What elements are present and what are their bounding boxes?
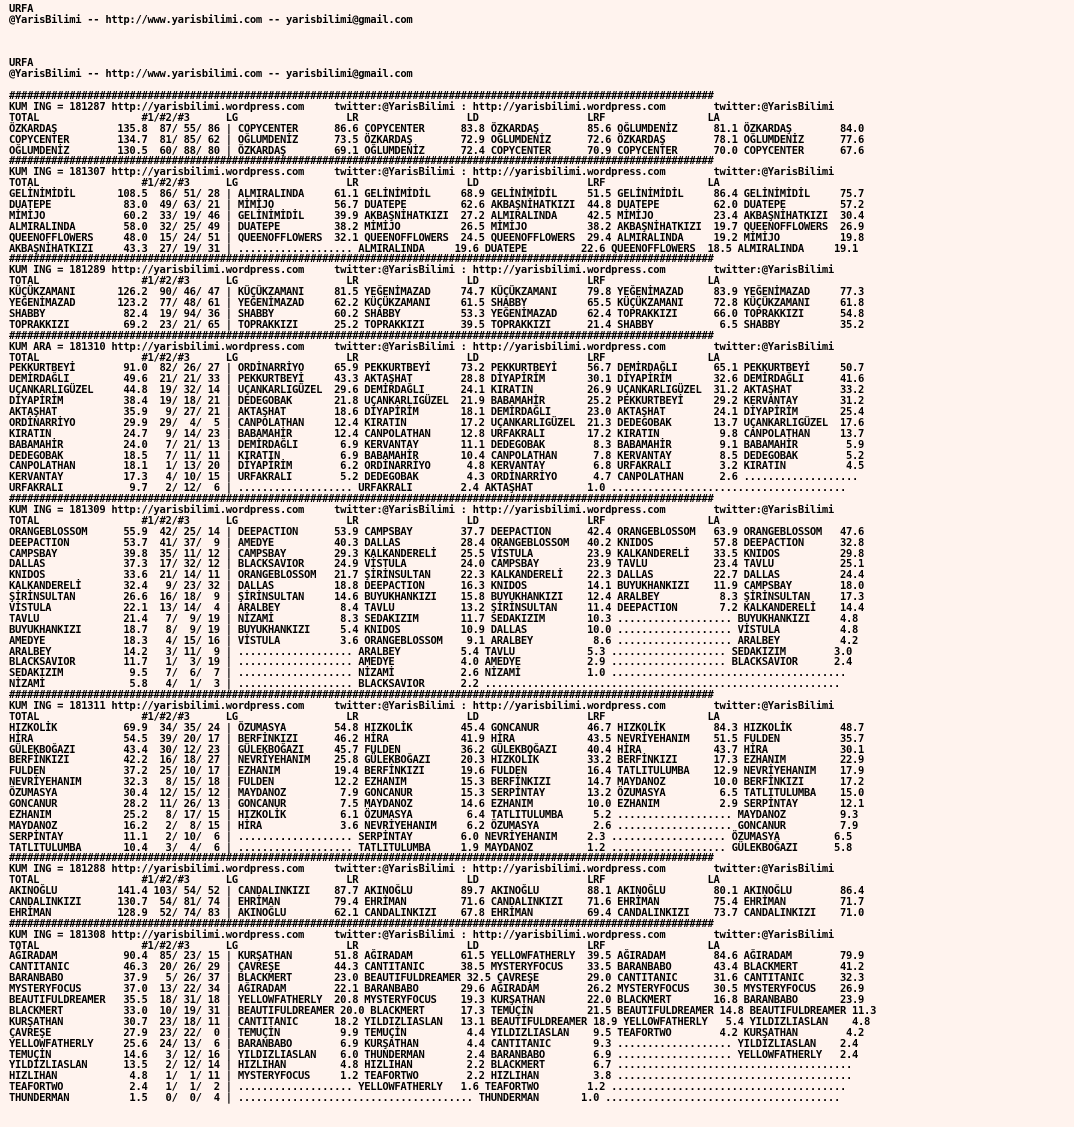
horse-row: KÜÇÜKZAMANI 126.2 90/ 46/ 47 | KÜÇÜKZAMANI 81.5 YEĞENİMAZAD 74.7 KÜÇÜKZAMANI 79.8 YEĞENİMAZAD 83.9 YEĞENİMAZAD 77.3 xyxy=(9,286,865,299)
horse-row: TEAFORTWO 2.4 1/ 1/ 2 | ................... YELLOWFATHERLY 1.6 TEAFORTWO 1.2 ....................................... xyxy=(9,1081,846,1094)
horse-row: AKBAŞNİHATKIZI 43.3 27/ 19/ 31 | ................... ALMIRALINDA 19.6 DUATEPE 22.6 QUEENOFFLOWERS 18.5 ALMIRALINDA 19.1 xyxy=(9,242,859,255)
horse-row: QUEENOFFLOWERS 48.0 15/ 24/ 51 | QUEENOFFLOWERS 32.1 QUEENOFFLOWERS 24.5 QUEENOFFLOWERS 29.4 ALMIRALINDA 19.2 MİMİJO 19.8 xyxy=(9,231,865,244)
horse-row: YEĞENİMAZAD 123.2 77/ 48/ 61 | YEĞENİMAZAD 62.2 KÜÇÜKZAMANI 61.5 SHABBY 65.5 KÜÇÜKZAMANI 72.8 KÜÇÜKZAMANI 61.8 xyxy=(9,297,865,310)
horse-row: BLACKSAVIOR 11.7 1/ 3/ 19 | ................... AMEDYE 4.0 AMEDYE 2.9 ................... BLACKSAVIOR 2.4 xyxy=(9,656,853,669)
horse-row: ŞİRİNSULTAN 26.6 16/ 18/ 9 | ŞİRİNSULTAN 14.6 BUYUKHANKIZI 15.8 BUYUKHANKIZI 12.4 ARALBEY 8.3 ŞİRİNSULTAN 17.3 xyxy=(9,591,865,604)
horse-row: DEEPACTION 53.7 41/ 37/ 9 | AMEDYE 40.3 DALLAS 28.4 ORANGEBLOSSOM 40.2 KNIDOS 57.8 DEEPACTION 32.8 xyxy=(9,536,865,549)
horse-row: ÖZKARDAŞ 135.8 87/ 55/ 86 | COPYCENTER 86.6 COPYCENTER 83.8 ÖZKARDAŞ 85.6 OĞLUMDENİZ 81.1 ÖZKARDAŞ 84.0 xyxy=(9,122,865,135)
separator-line: ##################################################################################################################### xyxy=(9,329,714,342)
horse-row: TEMUÇİN 14.6 3/ 12/ 16 | YILDIZLIASLAN 6.0 THUNDERMAN 2.4 BARANBABO 6.9 ................... YELLOWFATHERLY 2.4 xyxy=(9,1048,859,1061)
horse-row: VİSTULA 22.1 13/ 14/ 4 | ARALBEY 8.4 TAVLU 13.2 ŞİRİNSULTAN 11.4 DEEPACTION 7.2 KALKANDERELİ 14.4 xyxy=(9,601,865,614)
separator-line: ##################################################################################################################### xyxy=(9,917,714,930)
horse-row: MYSTERYFOCUS 37.0 13/ 22/ 34 | AĞIRADAM 22.1 BARANBABO 29.6 AĞIRADAM 26.2 MYSTERYFOCUS 30.5 MYSTERYFOCUS 26.9 xyxy=(9,983,865,996)
horse-row: YELLOWFATHERLY 25.6 24/ 13/ 6 | BARANBABO 6.9 KURŞATHAN 4.4 CANTITANIC 9.3 ................... YILDIZLIASLAN 2.4 xyxy=(9,1037,859,1050)
horse-row: KALKANDERELİ 32.4 9/ 23/ 32 | DALLAS 18.8 DEEPACTION 16.3 KNIDOS 14.1 BUYUKHANKIZI 11.9 CAMPSBAY 18.0 xyxy=(9,580,865,593)
horse-row: AKTAŞHAT 35.9 9/ 27/ 21 | AKTAŞHAT 18.6 DİYAPİRİM 18.1 DEMİRDAĞLI 23.0 AKTAŞHAT 24.1 DİYAPİRİM 25.4 xyxy=(9,405,865,418)
separator-line: ##################################################################################################################### xyxy=(9,493,714,506)
horse-row: CANPOLATHAN 18.1 1/ 13/ 20 | DİYAPİRİM 6.2 ORDİNARRİYO 4.8 KERVANTAY 6.8 URFAKRALI 3.2 KIRATIN 4.5 xyxy=(9,460,865,473)
horse-row: ORDİNARRİYO 29.9 29/ 4/ 5 | CANPOLATHAN 12.4 KIRATIN 17.2 UÇANKARLIGÜZEL 21.3 DEDEGOBAK 13.7 UÇANKARLIGÜZEL 17.6 xyxy=(9,416,865,429)
horse-row: EHRİMAN 128.9 52/ 74/ 83 | AKINOĞLU 62.1 CANDALINKIZI 67.8 EHRİMAN 69.4 CANDALINKIZI 73.7 CANDALINKIZI 71.0 xyxy=(9,906,865,919)
column-header-line: TOTAL #1/#2/#3 LG LR LD LRF LA xyxy=(9,351,720,364)
horse-row: MİMİJO 60.2 33/ 19/ 46 | GELİNİMİDİL 39.9 AKBAŞNİHATKIZI 27.2 ALMIRALINDA 42.5 MİMİJO 23.4 AKBAŞNİHATKIZI 30.4 xyxy=(9,209,865,222)
horse-row: TOPRAKKIZI 69.2 23/ 21/ 65 | TOPRAKKIZI 25.2 TOPRAKKIZI 39.5 TOPRAKKIZI 21.4 SHABBY 6.5 SHABBY 35.2 xyxy=(9,318,865,331)
blank-line xyxy=(9,37,1074,48)
horse-row: YILDIZLIASLAN 13.5 2/ 12/ 14 | HIZLIHAN 4.8 HIZLIHAN 2.2 BLACKMERT 6.7 ....................................... xyxy=(9,1059,853,1072)
horse-row: KURŞATHAN 30.7 23/ 18/ 11 | CANTITANIC 18.2 YILDIZLIASLAN 13.1 BEAUTIFULDREAMER 18.9 YELLOWFATHERLY 5.4 YILDIZLIASLAN 4.8 xyxy=(9,1015,871,1028)
separator-line: ##################################################################################################################### xyxy=(9,155,714,168)
horse-row: DALLAS 37.3 17/ 32/ 12 | BLACKSAVIOR 24.9 VİSTULA 24.0 CAMPSBAY 23.9 TAVLU 23.4 TAVLU 25.1 xyxy=(9,558,865,571)
horse-row: HIZKOLİK 69.9 34/ 35/ 24 | ÖZUMASYA 54.8 HIZKOLİK 45.4 GONCANUR 46.7 HIZKOLİK 84.3 HIZKOLİK 48.7 xyxy=(9,721,865,734)
horse-row: SHABBY 82.4 19/ 94/ 36 | SHABBY 60.2 SHABBY 53.3 YEĞENİMAZAD 62.4 TOPRAKKIZI 66.0 TOPRAKKIZI 54.8 xyxy=(9,307,865,320)
document-header-line: URFA xyxy=(9,3,34,15)
horse-row: EZHANIM 25.2 8/ 17/ 15 | HIZKOLİK 6.1 ÖZUMASYA 6.4 TATLITULUMBA 5.2 ................... MAYDANOZ 9.3 xyxy=(9,808,859,821)
horse-row: OĞLUMDENİZ 130.5 60/ 88/ 80 | ÖZKARDAŞ 69.1 OĞLUMDENİZ 72.4 COPYCENTER 70.9 COPYCENTER 70.0 COPYCENTER 67.6 xyxy=(9,144,865,157)
horse-row: GELİNİMİDİL 108.5 86/ 51/ 28 | ALMIRALINDA 61.1 GELİNİMİDİL 68.9 GELİNİMİDİL 51.5 GELİNİMİDİL 86.4 GELİNİMİDİL 75.7 xyxy=(9,188,865,201)
horse-row: ÇAVREŞE 27.9 23/ 22/ 0 | TEMUÇİN 9.9 TEMUÇİN 4.4 YILDIZLIASLAN 9.5 TEAFORTWO 4.2 KURŞATHAN 4.2 xyxy=(9,1026,865,1039)
horse-row: DİYAPİRİM 38.4 19/ 18/ 21 | DEDEGOBAK 21.8 UÇANKARLIGÜZEL 21.9 BABAMAHİR 25.2 PEKKURTBEYİ 29.2 KERVANTAY 31.2 xyxy=(9,395,865,408)
blank-line xyxy=(9,48,1074,59)
horse-row: TAVLU 21.4 7/ 9/ 19 | NİZAMİ 8.3 SEDAKIZIM 11.7 SEDAKIZIM 10.3 ................... BUYUKHANKIZI 4.8 xyxy=(9,612,859,625)
race-header-line: KUM ARA = 181310 http://yarisbilimi.wordpress.com twitter:@YarisBilimi : http://yarisbilimi.wordpress.com twitter:@YarisBilimi xyxy=(9,340,834,353)
horse-row: BEAUTIFULDREAMER 35.5 18/ 31/ 18 | YELLOWFATHERLY 20.8 MYSTERYFOCUS 19.3 KURŞATHAN 22.0 BLACKMERT 16.8 BARANBABO 23.9 xyxy=(9,994,865,1007)
horse-row: FULDEN 37.2 25/ 10/ 17 | EZHANIM 19.4 BERFİNKIZI 19.6 FULDEN 16.4 TATLITULUMBA 12.9 NEVRİYEHANIM 17.9 xyxy=(9,765,865,778)
horse-row: COPYCENTER 134.7 81/ 85/ 62 | OĞLUMDENİZ 73.5 ÖZKARDAŞ 72.9 OĞLUMDENİZ 72.6 ÖZKARDAŞ 78.1 OĞLUMDENİZ 77.6 xyxy=(9,133,865,146)
column-header-line: TOTAL #1/#2/#3 LG LR LD LRF LA xyxy=(9,514,720,527)
horse-row: SEDAKIZIM 9.5 7/ 6/ 7 | ................... NİZAMİ 2.6 NİZAMİ 1.0 ....................................... xyxy=(9,667,846,680)
horse-row: BLACKMERT 33.0 10/ 19/ 31 | BEAUTIFULDREAMER 20.0 BLACKMERT 17.3 TEMUÇİN 21.5 BEAUTIFULDREAMER 14.8 BEAUTIFULDREAMER 11.3 xyxy=(9,1004,877,1017)
horse-row: HİRA 54.5 39/ 20/ 17 | BERFİNKIZI 46.2 HİRA 41.9 HİRA 43.5 NEVRİYEHANIM 51.5 FULDEN 35.7 xyxy=(9,732,865,745)
horse-row: DEMİRDAĞLI 49.6 21/ 21/ 33 | PEKKURTBEYİ 43.3 AKTAŞHAT 28.8 DİYAPİRİM 30.1 DİYAPİRİM 32.6 DEMİRDAĞLI 41.6 xyxy=(9,373,865,386)
horse-row: PEKKURTBEYİ 91.0 82/ 26/ 27 | ORDİNARRİYO 65.9 PEKKURTBEYİ 73.2 PEKKURTBEYİ 56.7 DEMİRDAĞLI 65.1 PEKKURTBEYİ 50.7 xyxy=(9,362,865,375)
horse-row: GÜLEKBOĞAZI 43.4 30/ 12/ 23 | GÜLEKBOĞAZI 45.7 FULDEN 36.2 GÜLEKBOĞAZI 40.4 HİRA 43.7 HİRA 30.1 xyxy=(9,743,865,756)
horse-row: DEDEGOBAK 18.5 7/ 11/ 11 | KIRATIN 6.9 BABAMAHİR 10.4 CANPOLATHAN 7.8 KERVANTAY 8.5 DEDEGOBAK 5.2 xyxy=(9,449,865,462)
blank-line xyxy=(9,26,1074,37)
horse-row: AMEDYE 18.3 4/ 15/ 16 | VİSTULA 3.6 ORANGEBLOSSOM 9.1 ARALBEY 8.6 ................... ARALBEY 4.2 xyxy=(9,634,859,647)
document-header-line: @YarisBilimi -- http://www.yarisbilimi.com -- yarisbilimi@gmail.com xyxy=(9,68,413,81)
column-header-line: TOTAL #1/#2/#3 LG LR LD LRF LA xyxy=(9,939,720,952)
horse-row: URFAKRALI 9.7 2/ 12/ 6 | ................... URFAKRALI 2.4 AKTAŞHAT 1.0 ....................................... xyxy=(9,482,846,495)
horse-row: NİZAMİ 5.8 4/ 1/ 3 | ................... BLACKSAVIOR 2.2 ........................................................... xyxy=(9,678,840,691)
horse-row: ARALBEY 14.2 3/ 11/ 9 | ................... ARALBEY 5.4 TAVLU 5.3 ................... SEDAKIZIM 3.0 xyxy=(9,645,853,658)
document-header-line: @YarisBilimi -- http://www.yarisbilimi.com -- yarisbilimi@gmail.com xyxy=(9,13,413,26)
horse-row: MAYDANOZ 16.2 2/ 8/ 15 | HİRA 3.6 NEVRİYEHANIM 6.2 ÖZUMASYA 2.6 ................... GONCANUR 7.9 xyxy=(9,819,859,832)
horse-row: ÖZUMASYA 30.4 12/ 15/ 12 | MAYDANOZ 7.9 GONCANUR 15.3 SERPİNTAY 13.2 ÖZUMASYA 6.5 TATLITULUMBA 15.0 xyxy=(9,787,865,800)
horse-row: BARANBABO 37.9 5/ 26/ 37 | BLACKMERT 23.0 BEAUTIFULDREAMER 32.5 ÇAVREŞE 29.0 CANTITANIC 31.6 CANTITANIC 32.3 xyxy=(9,972,865,985)
horse-row: HIZLIHAN 4.8 1/ 1/ 11 | MYSTERYFOCUS 1.2 TEAFORTWO 2.2 HIZLIHAN 3.8 ....................................... xyxy=(9,1070,853,1083)
horse-row: THUNDERMAN 1.5 0/ 0/ 4 | ....................................... THUNDERMAN 1.0 ....................................... xyxy=(9,1092,840,1105)
horse-row: DUATEPE 83.0 49/ 63/ 21 | MİMİJO 56.7 DUATEPE 62.6 AKBAŞNİHATKIZI 44.8 DUATEPE 62.0 DUATEPE 57.2 xyxy=(9,199,865,212)
horse-row: GONCANUR 28.2 11/ 26/ 13 | GONCANUR 7.5 MAYDANOZ 14.6 EZHANIM 10.0 EZHANIM 2.9 SERPİNTAY 12.1 xyxy=(9,798,865,811)
horse-row: CANTITANIC 46.3 20/ 26/ 29 | ÇAVREŞE 44.3 CANTITANIC 38.5 MYSTERYFOCUS 33.5 BARANBABO 43.4 BLACKMERT 41.2 xyxy=(9,961,865,974)
race-header-line: KUM ING = 181289 http://yarisbilimi.wordpress.com twitter:@YarisBilimi : http://yarisbilimi.wordpress.com twitter:@YarisBilimi xyxy=(9,264,834,277)
document-header-line: URFA xyxy=(9,57,34,70)
horse-row: BUYUKHANKIZI 18.7 8/ 9/ 19 | BUYUKHANKIZI 5.4 KNIDOS 10.9 DALLAS 10.0 ................... VİSTULA 4.8 xyxy=(9,623,859,636)
horse-row: CAMPSBAY 39.8 35/ 11/ 12 | CAMPSBAY 29.3 KALKANDERELİ 25.5 VİSTULA 23.9 KALKANDERELİ 33.5 KNIDOS 29.8 xyxy=(9,547,865,560)
horse-row: UÇANKARLIGÜZEL 44.8 19/ 32/ 14 | UÇANKARLIGÜZEL 29.6 DEMİRDAĞLI 24.1 KIRATIN 26.9 UÇANKARLIGÜZEL 31.2 AKTAŞHAT 33.2 xyxy=(9,384,865,397)
horse-row: CANDALINKIZI 130.7 54/ 81/ 74 | EHRİMAN 79.4 EHRİMAN 71.6 CANDALINKIZI 71.6 EHRİMAN 75.4 EHRİMAN 71.7 xyxy=(9,896,865,909)
horse-row: SERPİNTAY 11.1 2/ 10/ 6 | ................... SERPİNTAY 6.0 NEVRİYEHANIM 2.3 ................... ÖZUMASYA 6.5 xyxy=(9,830,853,843)
race-header-line: KUM ING = 181311 http://yarisbilimi.wordpress.com twitter:@YarisBilimi : http://yarisbilimi.wordpress.com twitter:@YarisBilimi xyxy=(9,700,834,712)
horse-row: AKINOĞLU 141.4 103/ 54/ 52 | CANDALINKIZI 87.7 AKINOĞLU 89.7 AKINOĞLU 88.1 AKINOĞLU 80.1 AKINOĞLU 86.4 xyxy=(9,885,865,898)
horse-row: ALMIRALINDA 58.0 32/ 25/ 49 | DUATEPE 38.2 MİMİJO 26.5 MİMİJO 38.2 AKBAŞNİHATKIZI 19.7 QUEENOFFLOWERS 26.9 xyxy=(9,220,865,233)
horse-row: KIRATIN 24.7 9/ 14/ 23 | BABAMAHİR 12.4 CANPOLATHAN 12.8 URFAKRALI 17.2 KIRATIN 9.8 CANPOLATHAN 13.7 xyxy=(9,427,865,440)
horse-row: BABAMAHİR 24.0 7/ 21/ 13 | DEMİRDAĞLI 6.9 KERVANTAY 11.1 DEDEGOBAK 8.3 BABAMAHİR 9.1 BABAMAHİR 5.9 xyxy=(9,438,865,451)
horse-row: KERVANTAY 17.3 4/ 10/ 15 | URFAKRALI 5.2 DEDEGOBAK 4.3 ORDİNARRİYO 4.7 CANPOLATHAN 2.6 ................... xyxy=(9,471,859,484)
race-header-line: KUM ING = 181287 http://yarisbilimi.wordpress.com twitter:@YarisBilimi : http://yarisbilimi.wordpress.com twitter:@YarisBilimi xyxy=(9,101,834,114)
column-header-line: TOTAL #1/#2/#3 LG LR LD LRF LA xyxy=(9,111,720,124)
column-header-line: TOTAL #1/#2/#3 LG LR LD LRF LA xyxy=(9,177,720,190)
race-header-line: KUM ING = 181309 http://yarisbilimi.wordpress.com twitter:@YarisBilimi : http://yarisbilimi.wordpress.com twitter:@YarisBilimi xyxy=(9,503,834,516)
horse-row: AĞIRADAM 90.4 85/ 23/ 15 | KURŞATHAN 51.8 AĞIRADAM 61.5 YELLOWFATHERLY 39.5 AĞIRADAM 84.6 AĞIRADAM 79.9 xyxy=(9,950,865,963)
horse-row: ORANGEBLOSSOM 55.9 42/ 25/ 14 | DEEPACTION 53.9 CAMPSBAY 37.7 DEEPACTION 42.4 ORANGEBLOSSOM 63.9 ORANGEBLOSSOM 47.6 xyxy=(9,525,865,538)
column-header-line: TOTAL #1/#2/#3 LG LR LD LRF LA xyxy=(9,874,720,887)
separator-line: ##################################################################################################################### xyxy=(9,689,714,702)
separator-line: ##################################################################################################################### xyxy=(9,852,714,865)
horse-row: NEVRİYEHANIM 32.3 8/ 15/ 18 | FULDEN 12.2 EZHANIM 15.3 BERFİNKIZI 14.7 MAYDANOZ 10.0 BERFİNKIZI 17.2 xyxy=(9,776,865,789)
race-header-line: KUM ING = 181308 http://yarisbilimi.wordpress.com twitter:@YarisBilimi : http://yarisbilimi.wordpress.com twitter:@YarisBilimi xyxy=(9,928,834,941)
horse-row: BERFİNKIZI 42.2 16/ 18/ 27 | NEVRİYEHANIM 25.8 GÜLEKBOĞAZI 20.3 HIZKOLİK 33.2 BERFİNKIZI 17.3 EZHANIM 22.9 xyxy=(9,754,865,767)
separator-line: ##################################################################################################################### xyxy=(9,90,714,103)
horse-row: TATLITULUMBA 10.4 3/ 4/ 6 | ................... TATLITULUMBA 1.9 MAYDANOZ 1.2 ................... GÜLEKBOĞAZI 5.8 xyxy=(9,841,853,854)
race-header-line: KUM ING = 181288 http://yarisbilimi.wordpress.com twitter:@YarisBilimi : http://yarisbilimi.wordpress.com twitter:@YarisBilimi xyxy=(9,863,834,876)
column-header-line: TOTAL #1/#2/#3 LG LR LD LRF LA xyxy=(9,275,720,288)
column-header-line: TOTAL #1/#2/#3 LG LR LD LRF LA xyxy=(9,710,720,723)
separator-line: ##################################################################################################################### xyxy=(9,253,714,266)
horse-row: KNIDOS 33.6 21/ 14/ 11 | ORANGEBLOSSOM 21.7 ŞİRİNSULTAN 22.3 KALKANDERELİ 22.3 DALLAS 22.7 DALLAS 24.4 xyxy=(9,569,865,582)
race-header-line: KUM ING = 181307 http://yarisbilimi.wordpress.com twitter:@YarisBilimi : http://yarisbilimi.wordpress.com twitter:@YarisBilimi xyxy=(9,166,834,179)
